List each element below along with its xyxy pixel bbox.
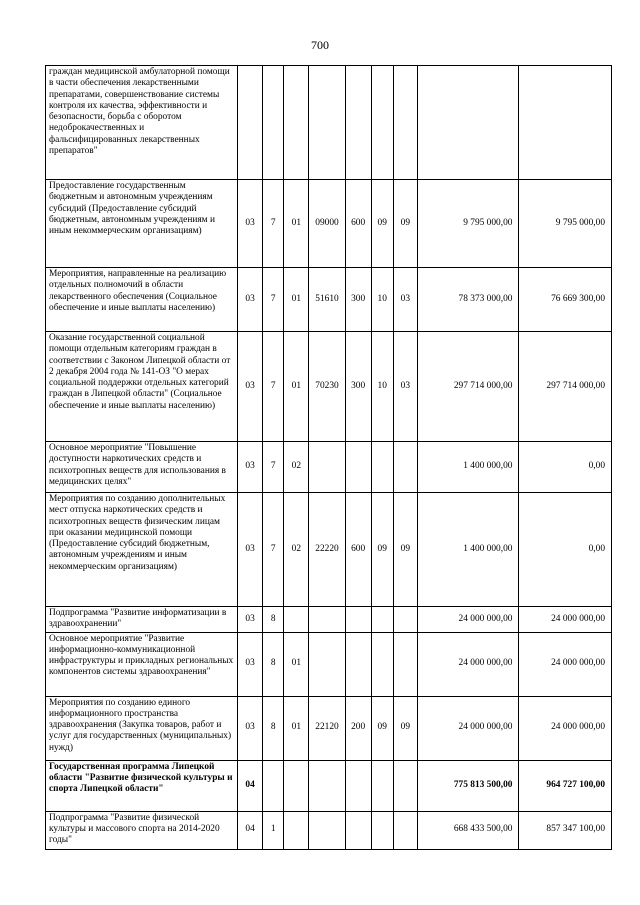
code-subprogram: 7	[263, 493, 284, 607]
code-subsection	[393, 442, 417, 493]
amount-year-2: 9 795 000,00	[519, 180, 612, 268]
row-name: Основное мероприятие "Повышение доступности наркотических средств и психотропных веществ для использования в медицинских целях"	[46, 442, 238, 493]
code-expense-type	[345, 66, 371, 180]
code-section: 10	[371, 268, 393, 332]
amount-year-1: 78 373 000,00	[417, 268, 519, 332]
code-subprogram	[263, 760, 284, 811]
code-subprogram: 7	[263, 268, 284, 332]
code-direction	[309, 607, 345, 633]
code-expense-type	[345, 760, 371, 811]
row-name: Предоставление государственным бюджетным и автономным учреждениям субсидий (Предоставление субсидий бюджетным, автономным учреждениям и иным некоммерческим организациям)	[46, 180, 238, 268]
amount-year-1: 775 813 500,00	[417, 760, 519, 811]
row-name: Мероприятия по созданию дополнительных мест отпуска наркотических средств и психотропных веществ физическим лицам при оказании медицинской помощи (Предоставление субсидий бюджетным, автономным учреждениям и иным некоммерческим организациям)	[46, 493, 238, 607]
code-activity: 01	[284, 632, 309, 696]
row-name: Подпрограмма "Развитие физической культуры и массового спорта на 2014-2020 годы"	[46, 811, 238, 849]
amount-year-1: 24 000 000,00	[417, 696, 519, 760]
code-program	[238, 66, 263, 180]
amount-year-2: 24 000 000,00	[519, 607, 612, 633]
code-subsection	[393, 760, 417, 811]
code-expense-type	[345, 607, 371, 633]
row-name: Мероприятия по созданию единого информационного пространства здравоохранения (Закупка товаров, работ и услуг для государственных (муниципальных) нужд)	[46, 696, 238, 760]
code-subprogram: 8	[263, 696, 284, 760]
code-subprogram: 1	[263, 811, 284, 849]
amount-year-2: 0,00	[519, 442, 612, 493]
code-subprogram	[263, 66, 284, 180]
amount-year-2: 964 727 100,00	[519, 760, 612, 811]
table-row	[46, 442, 612, 493]
amount-year-2: 24 000 000,00	[519, 632, 612, 696]
code-section	[371, 811, 393, 849]
code-direction: 70230	[309, 332, 345, 442]
code-program: 04	[238, 760, 263, 811]
code-activity: 02	[284, 442, 309, 493]
code-program: 03	[238, 180, 263, 268]
code-direction	[309, 442, 345, 493]
row-name: Мероприятия, направленные на реализацию отдельных полномочий в области лекарственного обеспечения (Социальное обеспечение и иные выплаты населению)	[46, 268, 238, 332]
code-section	[371, 442, 393, 493]
code-subprogram: 7	[263, 332, 284, 442]
table-row	[46, 607, 612, 633]
code-program: 03	[238, 696, 263, 760]
code-expense-type: 600	[345, 493, 371, 607]
row-name: граждан медицинской амбулаторной помощи в части обеспечения лекарственными препаратами, совершенствование системы контроля их качества, эффективности и безопасности, борьба с оборотом недоброкачественных и фальсифицированных лекарственных препаратов"	[46, 66, 238, 180]
code-subsection	[393, 811, 417, 849]
amount-year-1: 297 714 000,00	[417, 332, 519, 442]
table-row	[46, 180, 612, 268]
code-section: 09	[371, 696, 393, 760]
amount-year-1: 24 000 000,00	[417, 632, 519, 696]
code-direction	[309, 632, 345, 696]
amount-year-2: 297 714 000,00	[519, 332, 612, 442]
table-row	[46, 760, 612, 811]
code-activity: 01	[284, 332, 309, 442]
code-expense-type	[345, 632, 371, 696]
code-expense-type	[345, 442, 371, 493]
code-section	[371, 632, 393, 696]
code-activity: 01	[284, 180, 309, 268]
code-direction	[309, 760, 345, 811]
budget-table	[45, 65, 612, 850]
table-row	[46, 696, 612, 760]
amount-year-1	[417, 66, 519, 180]
code-activity	[284, 66, 309, 180]
amount-year-1: 1 400 000,00	[417, 442, 519, 493]
row-name: Подпрограмма "Развитие информатизации в здравоохранении"	[46, 607, 238, 633]
code-subprogram: 8	[263, 632, 284, 696]
code-expense-type: 600	[345, 180, 371, 268]
code-section: 09	[371, 493, 393, 607]
table-row	[46, 332, 612, 442]
code-subprogram: 8	[263, 607, 284, 633]
amount-year-2	[519, 66, 612, 180]
code-expense-type: 200	[345, 696, 371, 760]
code-program: 03	[238, 442, 263, 493]
code-subsection	[393, 66, 417, 180]
code-direction: 09000	[309, 180, 345, 268]
code-activity	[284, 760, 309, 811]
code-program: 03	[238, 493, 263, 607]
table-row	[46, 493, 612, 607]
code-direction: 51610	[309, 268, 345, 332]
code-section: 10	[371, 332, 393, 442]
code-activity: 01	[284, 696, 309, 760]
code-subsection: 09	[393, 493, 417, 607]
code-expense-type: 300	[345, 268, 371, 332]
amount-year-1: 9 795 000,00	[417, 180, 519, 268]
code-program: 03	[238, 607, 263, 633]
row-name: Государственная программа Липецкой области "Развитие физической культуры и спорта Липецкой области"	[46, 760, 238, 811]
code-expense-type: 300	[345, 332, 371, 442]
code-activity	[284, 607, 309, 633]
table-row	[46, 66, 612, 180]
code-direction	[309, 66, 345, 180]
amount-year-2: 857 347 100,00	[519, 811, 612, 849]
code-activity: 01	[284, 268, 309, 332]
amount-year-2: 0,00	[519, 493, 612, 607]
code-program: 03	[238, 632, 263, 696]
code-section	[371, 607, 393, 633]
row-name: Оказание государственной социальной помощи отдельным категориям граждан в соответствии с Законом Липецкой области от 2 декабря 2004 года № 141-ОЗ "О мерах социальной поддержки отдельных категорий граждан в Липецкой области" (Социальное обеспечение и иные выплаты населению)	[46, 332, 238, 442]
code-direction	[309, 811, 345, 849]
code-subsection	[393, 607, 417, 633]
amount-year-1: 668 433 500,00	[417, 811, 519, 849]
code-section	[371, 760, 393, 811]
code-subsection: 03	[393, 268, 417, 332]
code-program: 04	[238, 811, 263, 849]
amount-year-2: 24 000 000,00	[519, 696, 612, 760]
amount-year-2: 76 669 300,00	[519, 268, 612, 332]
amount-year-1: 1 400 000,00	[417, 493, 519, 607]
row-name: Основное мероприятие "Развитие информационно-коммуникационной инфраструктуры и прикладных региональных компонентов системы здравоохранения"	[46, 632, 238, 696]
table-row	[46, 811, 612, 849]
code-expense-type	[345, 811, 371, 849]
table-row	[46, 268, 612, 332]
code-subprogram: 7	[263, 442, 284, 493]
code-subsection: 03	[393, 332, 417, 442]
code-direction: 22220	[309, 493, 345, 607]
code-subsection	[393, 632, 417, 696]
code-section	[371, 66, 393, 180]
code-activity	[284, 811, 309, 849]
code-section: 09	[371, 180, 393, 268]
code-program: 03	[238, 332, 263, 442]
page-number: 700	[311, 38, 329, 52]
code-subprogram: 7	[263, 180, 284, 268]
code-subsection: 09	[393, 696, 417, 760]
code-subsection: 09	[393, 180, 417, 268]
code-program: 03	[238, 268, 263, 332]
code-direction: 22120	[309, 696, 345, 760]
amount-year-1: 24 000 000,00	[417, 607, 519, 633]
code-activity: 02	[284, 493, 309, 607]
table-row	[46, 632, 612, 696]
